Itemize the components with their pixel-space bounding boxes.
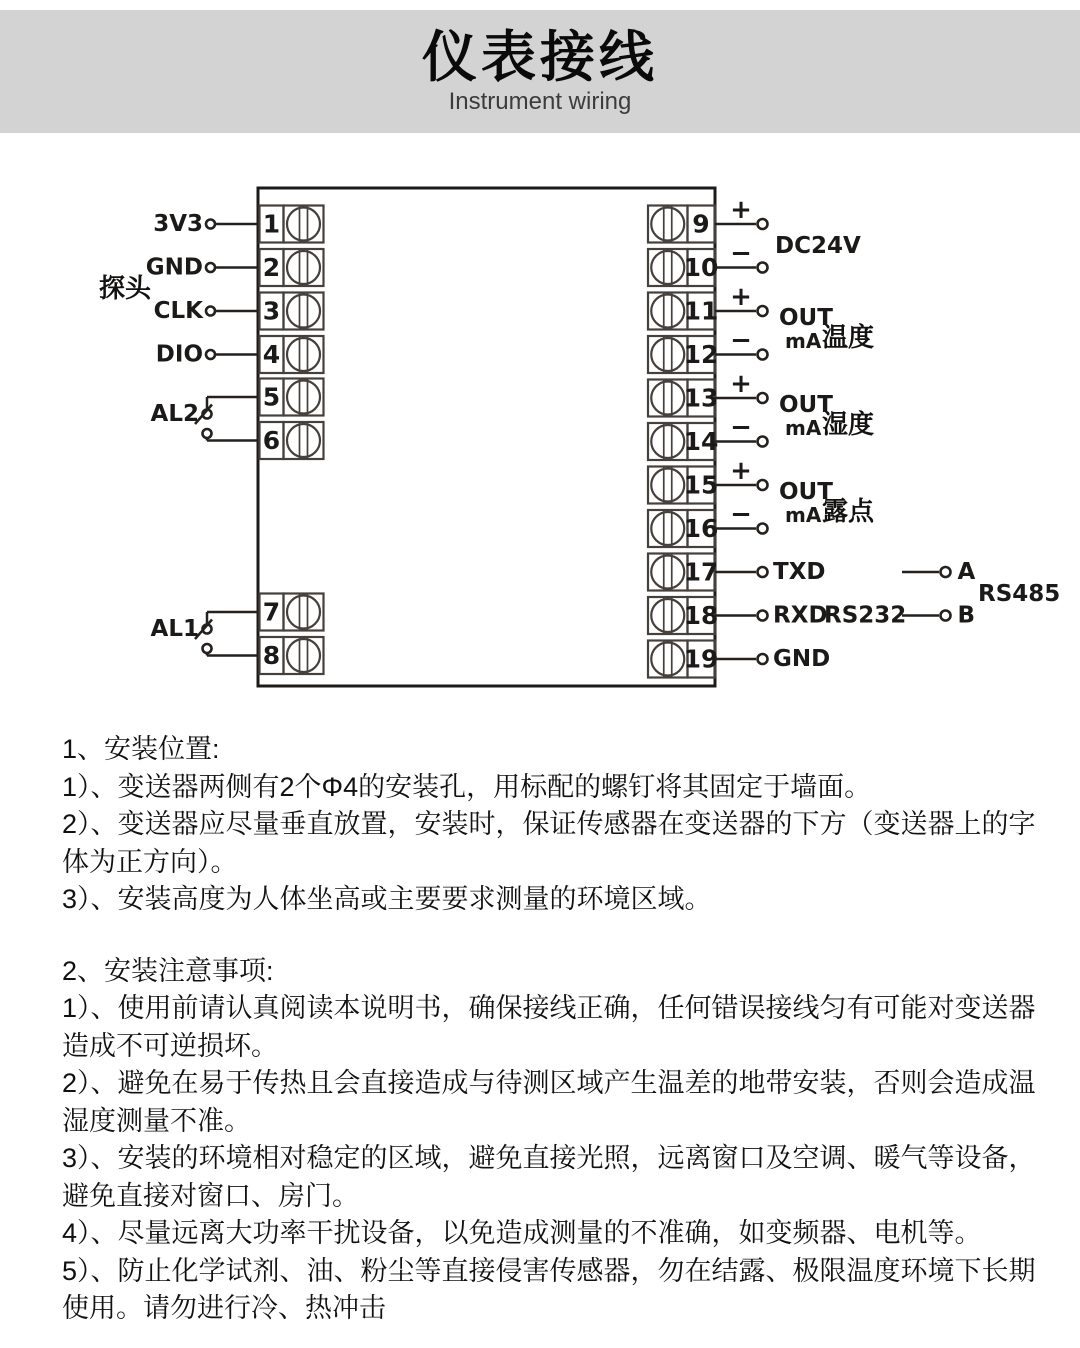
pin-number: 13 [683,383,719,413]
instruction-item: 1）、变送器两侧有2个Φ4的安装孔，用标配的螺钉将其固定于墙面。 [62,771,872,802]
screw-terminal-icon [284,379,324,416]
screw-terminal-icon [648,249,688,286]
wire-dc24v-plus [715,195,768,229]
connection-node [758,567,768,577]
pin-number: 19 [683,644,719,674]
connection-node [758,611,768,621]
wire-gnd-probe [146,255,258,281]
rs485-b-label: B [957,602,976,629]
plus-sign: + [730,369,752,399]
txd-label: TXD [773,559,826,585]
screw-terminal-icon [284,206,324,243]
pin-number: 11 [683,296,719,326]
rs485-a-label: A [957,559,976,585]
ma-label: mA [785,416,822,440]
wire-out2-minus [715,413,768,447]
switch-contact [203,644,212,653]
wire-out1-plus [715,282,768,316]
connection-node [941,611,951,621]
pin-number: 18 [683,601,719,630]
screw-terminal-icon [648,336,688,373]
pin-number: 5 [262,382,281,412]
section-install-position [62,731,1047,919]
connection-node [206,350,215,359]
terminal-left-4 [260,336,324,373]
screw-terminal-icon [648,554,688,591]
wire-dc24v-minus [715,239,768,273]
terminal-right-10 [648,249,718,286]
terminal-left-1 [260,206,324,243]
section-heading: 1、安装位置: [62,734,220,764]
connection-node [758,480,768,490]
terminal-right-14 [648,423,718,460]
minus-sign: − [730,499,752,530]
section-install-notes [62,953,1047,1328]
pin-number: 8 [262,641,281,670]
alarm2-label: AL2 [150,401,199,427]
terminal-right-12 [648,336,718,373]
wire-clk [154,298,258,324]
terminal-right-9 [648,206,715,243]
terminal-right-15 [648,467,718,504]
screw-terminal-icon [648,510,688,547]
screw-terminal-icon [284,594,324,631]
connection-node [758,437,768,447]
wire-out1-minus [715,326,768,360]
wire-3v3 [153,211,258,237]
gnd-label: GND [773,646,831,672]
pin-number: 15 [683,470,719,500]
ma-label: mA [785,503,822,527]
screw-terminal-icon [284,422,324,459]
humidity-label: 湿度 [822,409,875,439]
connection-node [758,219,768,229]
instruction-item: 3）、安装的环境相对稳定的区域，避免直接光照，远离窗口及空调、暖气等设备，避免直接对窗口、房门。 [62,1143,1036,1211]
page-subtitle: Instrument wiring [448,88,632,116]
wire-rxd [715,603,906,629]
connection-node [941,567,951,577]
connection-node [206,307,215,316]
wiring-diagram [0,170,1080,715]
pin-number: 17 [683,557,719,587]
terminal-right-11 [648,293,718,330]
screw-terminal-icon [648,293,688,330]
connection-node [758,306,768,316]
connection-node [758,350,768,360]
instruction-item: 3）、安装高度为人体坐高或主要要求测量的环境区域。 [62,884,712,914]
wire-out3-plus [715,456,768,490]
page-title: 仪表接线 [421,25,658,88]
alarm1-label: AL1 [150,616,199,642]
plus-sign: + [730,195,752,225]
wire-serial-gnd [715,646,830,672]
wire-txd [715,559,826,585]
pin-number: 12 [683,340,719,369]
instruction-item: 1）、使用前请认真阅读本说明书，确保接线正确，任何错误接线匀有可能对变送器造成不可逆损坏。 [62,993,1036,1061]
screw-terminal-icon [648,467,688,504]
wiring-diagram-svg [0,170,1080,715]
terminal-left-6 [260,422,324,459]
connection-node [206,220,215,229]
pin-number: 10 [683,253,719,282]
instruction-item: 2）、变送器应尽量垂直放置，安装时，保证传感器在变送器的下方（变送器上的字体为正方向）。 [62,809,1036,877]
terminal-right-17 [648,554,718,591]
temperature-label: 温度 [822,322,875,352]
terminal-right-13 [648,380,718,417]
pin-number: 9 [692,209,710,239]
screw-terminal-icon [648,597,688,634]
pin-number: 1 [262,209,281,239]
installation-instructions [0,731,1080,1348]
output-humidity-labels [779,392,874,440]
terminal-right-19 [648,641,718,678]
connection-node [758,654,768,664]
terminal-right-16 [648,510,718,547]
power-label: DC24V [775,233,861,259]
section-heading: 2、安装注意事项: [62,955,274,986]
signal-label-gnd: GND [145,254,203,281]
terminal-left-7 [260,594,324,631]
probe-group-label: 探头 [99,273,152,303]
connection-node [758,393,768,403]
alarm1-switch [151,612,258,656]
pin-number: 14 [683,427,719,456]
screw-terminal-icon [284,293,324,330]
ma-label: mA [785,329,822,353]
terminal-left-2 [260,249,324,286]
screw-terminal-icon [648,206,688,243]
wire-out3-minus [715,500,768,534]
screw-terminal-icon [648,423,688,460]
instruction-item: 2）、避免在易于传热且会直接造成与待测区域产生温差的地带安装，否则会造成温湿度测量不准。 [62,1068,1036,1136]
out-label: OUT [779,479,833,505]
terminal-left-8 [260,637,324,674]
plus-sign: + [730,282,752,312]
rxd-label: RXD [773,602,828,629]
pin-number: 4 [262,340,281,369]
signal-label-dio: DIO [155,341,203,368]
wire-out2-plus [715,369,768,403]
screw-terminal-icon [284,637,324,674]
rs485-label: RS485 [978,581,1061,607]
instruction-item: 4）、尽量远离大功率干扰设备，以免造成测量的不准确，如变频器、电机等。 [62,1218,982,1248]
pin-number: 16 [683,514,719,543]
minus-sign: − [730,325,752,356]
rs232-label: RS232 [824,602,907,629]
pin-number: 3 [262,296,281,326]
output-temperature-labels [779,305,874,353]
dewpoint-label: 露点 [822,496,875,526]
screw-terminal-icon [284,249,324,286]
pin-number: 2 [262,253,281,282]
output-dewpoint-labels [779,479,875,527]
plus-sign: + [730,456,752,486]
connection-node [758,263,768,273]
signal-label-3v3: 3V3 [153,211,203,237]
screw-terminal-icon [284,336,324,373]
screw-terminal-icon [648,380,688,417]
wire-dio [156,342,258,368]
connection-node [758,524,768,534]
rs485-group [902,559,1060,629]
minus-sign: − [730,412,752,443]
terminal-right-18 [648,597,718,634]
transmitter-body-outline [258,188,715,686]
screw-terminal-icon [648,641,688,678]
connection-node [206,263,215,272]
signal-label-clk: CLK [153,298,203,324]
out-label: OUT [779,392,833,418]
pin-number: 7 [262,597,281,627]
switch-contact [203,429,212,438]
out-label: OUT [779,305,833,331]
page-header [0,10,1080,133]
terminal-left-5 [260,379,324,416]
minus-sign: − [730,238,752,269]
instruction-item: 5）、防止化学试剂、油、粉尘等直接侵害传感器，勿在结露、极限温度环境下长期使用。请勿进行冷、热冲击 [62,1255,1036,1323]
alarm2-switch [151,397,258,441]
pin-number: 6 [262,426,281,455]
terminal-left-3 [260,293,324,330]
